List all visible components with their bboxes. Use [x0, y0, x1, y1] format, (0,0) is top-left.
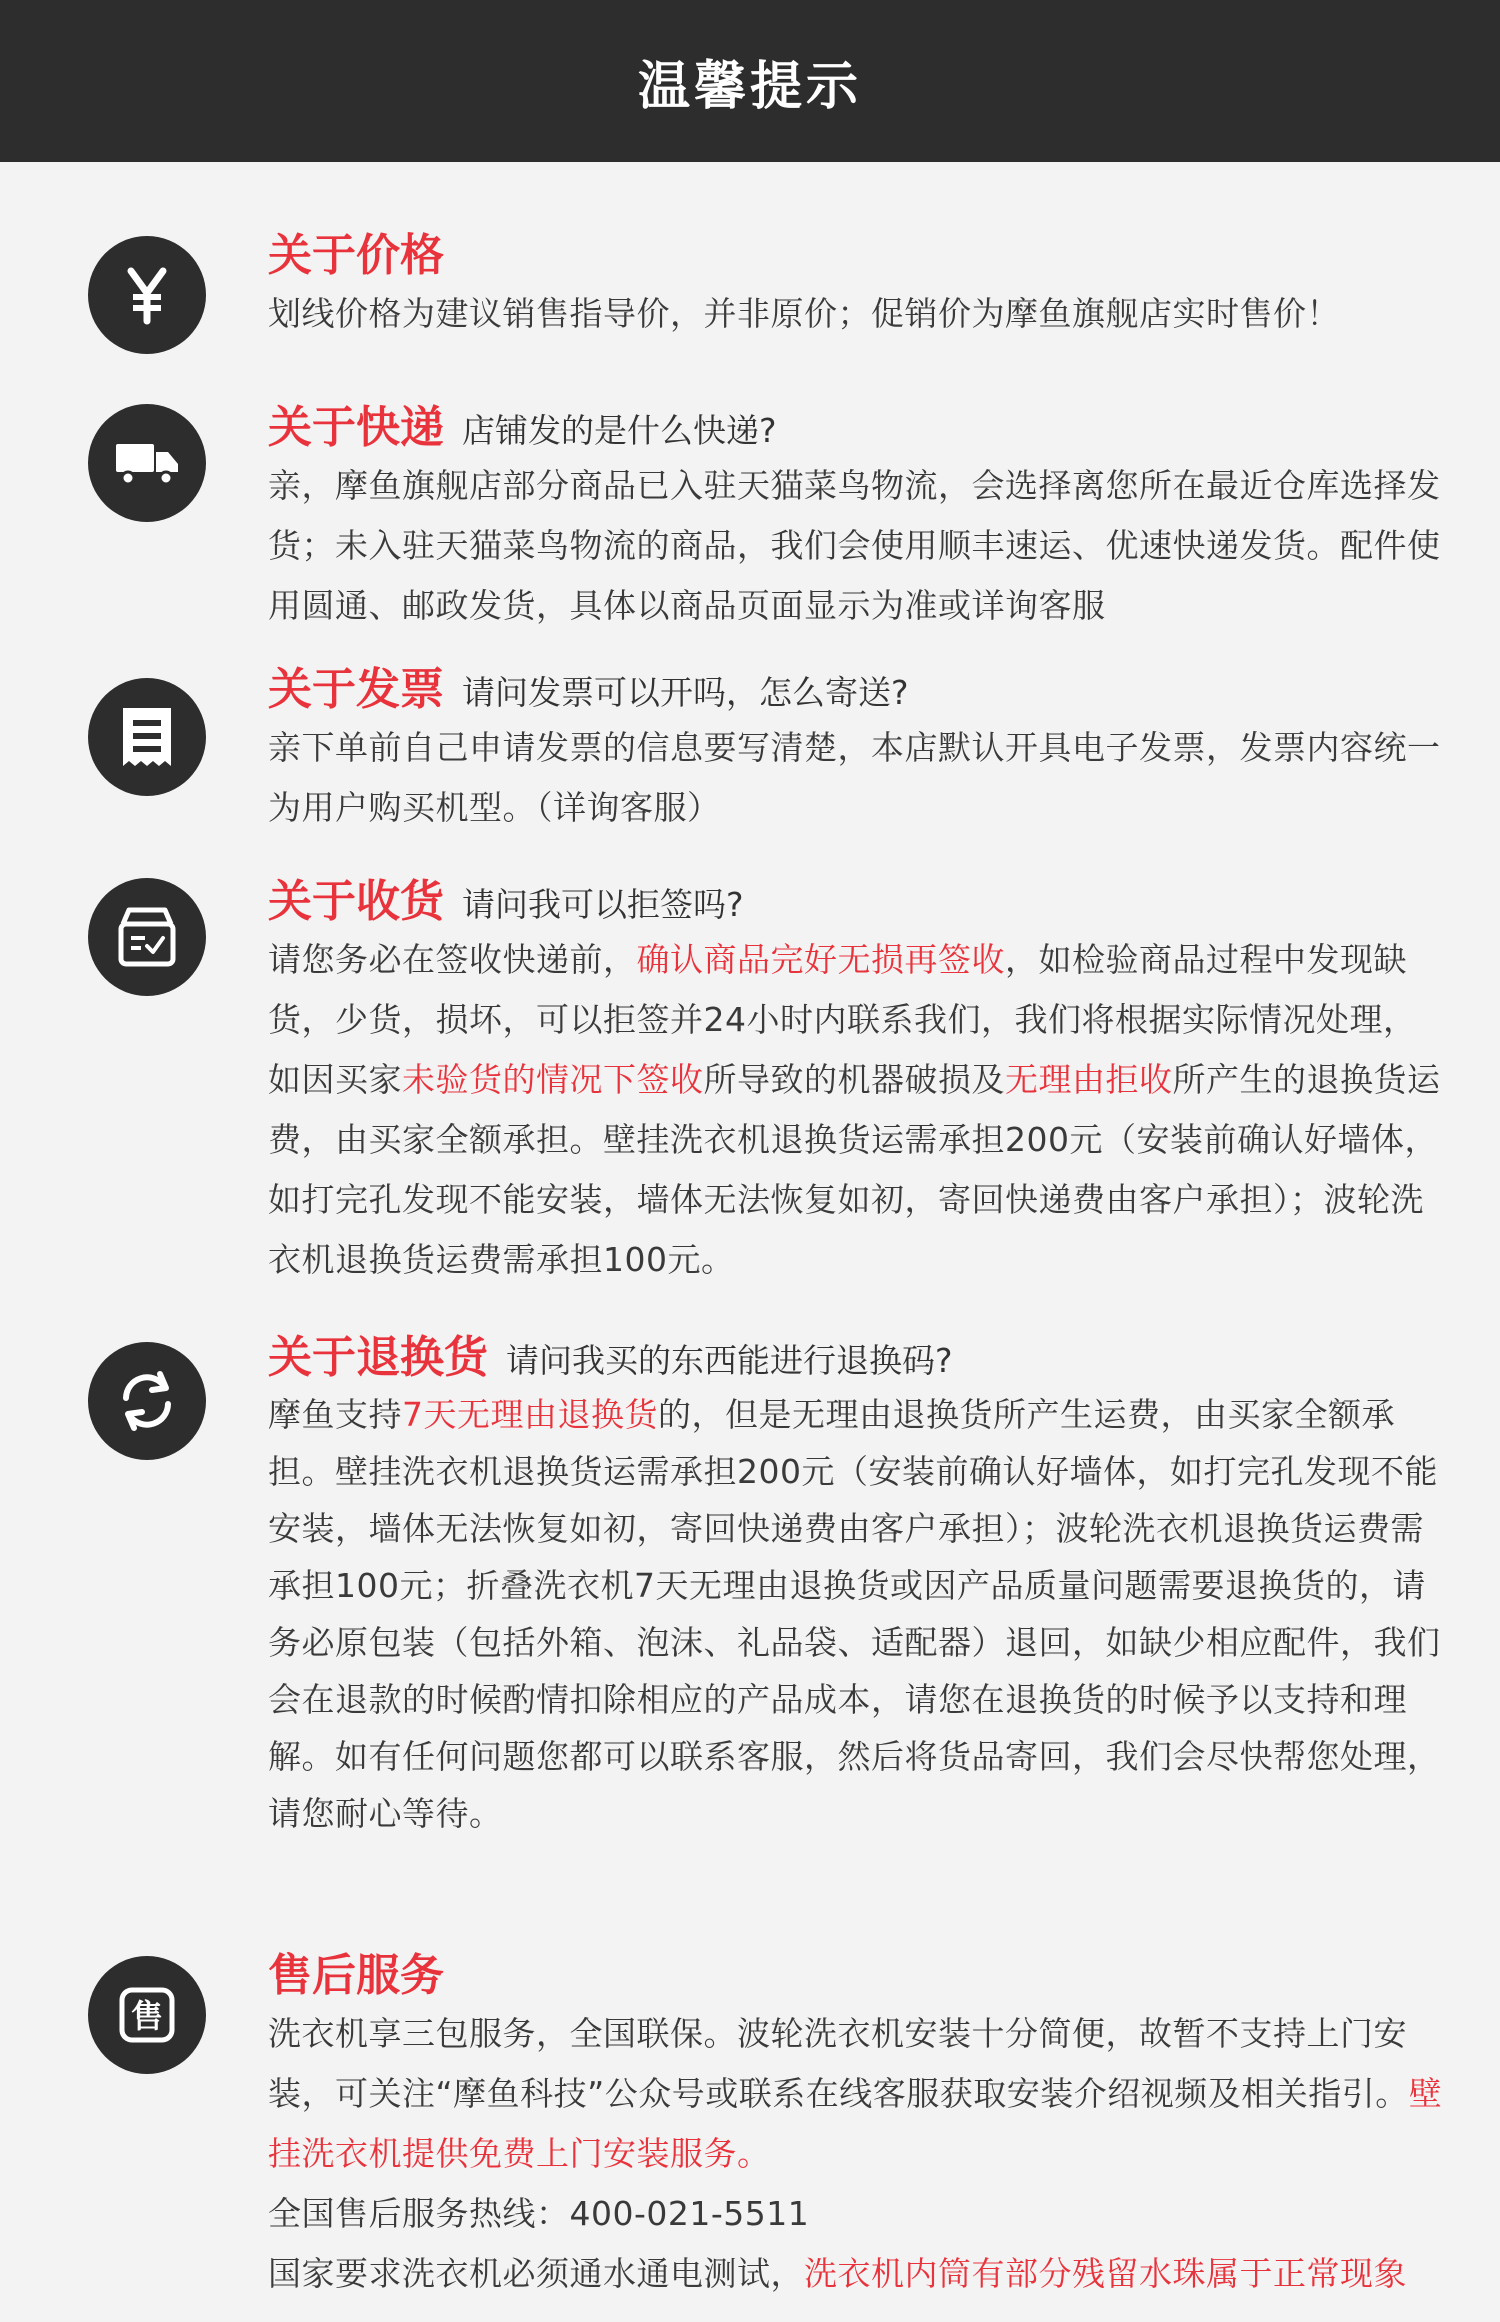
- section-question: 请问我买的东西能进行退换码?: [506, 1341, 953, 1380]
- body-text: 洗衣机享三包服务，全国联保。波轮洗衣机安装十分简便，故暂不支持上门安装，可关注“摩鱼科技”公众号或联系在线客服获取安装介绍视频及相关指引。: [268, 2014, 1409, 2113]
- section-content: [268, 654, 1448, 838]
- highlight-text: 确认商品完好无损再签收: [636, 940, 1005, 979]
- section-content: [268, 392, 1448, 636]
- section-body: [268, 1386, 1448, 1842]
- highlight-text: 洗衣机内筒有部分残留水珠属于正常现象: [804, 2254, 1407, 2293]
- section-title: 关于收货: [268, 876, 444, 927]
- section-body: [268, 284, 1448, 344]
- after-sales-icon: [88, 1956, 206, 2074]
- section-title: 关于价格: [268, 230, 444, 281]
- section-body: [268, 718, 1448, 838]
- section-body: [268, 930, 1448, 1290]
- section-content: [268, 1940, 1448, 2304]
- section-body: [268, 2004, 1448, 2304]
- body-text: 亲下单前自己申请发票的信息要写清楚，本店默认开具电子发票，发票内容统一为用户购买机型。（详询客服）: [268, 728, 1441, 827]
- highlight-text: 未验货的情况下签收: [402, 1060, 704, 1099]
- after-sales-glyph: 售: [130, 1997, 164, 2035]
- body-text: [268, 2004, 1448, 2184]
- truck-icon: [88, 404, 206, 522]
- body-text: [268, 2244, 1448, 2304]
- section-content: [268, 1322, 1448, 1842]
- section-title: 关于发票: [268, 664, 444, 715]
- section-content: [268, 220, 1448, 344]
- body-text: ，如检验商品过程中发现缺货，少货，损坏，可以拒签并24小时内联系我们，我们将根据实际情况处理，如因买家: [268, 940, 1417, 1099]
- section-title: 关于退换货: [268, 1332, 488, 1383]
- highlight-text: 无理由拒收: [1005, 1060, 1173, 1099]
- section-question: 请问发票可以开吗，怎么寄送?: [462, 673, 909, 712]
- section-question: 店铺发的是什么快递?: [462, 411, 777, 450]
- invoice-icon: [88, 678, 206, 796]
- body-text: 请您务必在签收快递前，: [268, 940, 637, 979]
- body-text: 亲，摩鱼旗舰店部分商品已入驻天猫菜鸟物流，会选择离您所在最近仓库选择发货；未入驻天猫菜鸟物流的商品，我们会使用顺丰速运、优速快递发货。配件使用圆通、邮政发货，具体以商品页面显示为准或详询客服: [268, 466, 1441, 625]
- body-text: 所导致的机器破损及: [703, 1060, 1005, 1099]
- yen-icon: [88, 236, 206, 354]
- body-text: [268, 1386, 1448, 1842]
- package-check-icon: [88, 878, 206, 996]
- highlight-text: 壁挂洗衣机提供免费上门安装服务。: [268, 2074, 1443, 2173]
- body-text: 国家要求洗衣机必须通水通电测试，: [268, 2254, 804, 2293]
- section-title: 售后服务: [268, 1950, 444, 2001]
- body-text: 摩鱼支持: [268, 1395, 402, 1434]
- section-content: [268, 866, 1448, 1290]
- refresh-icon: [88, 1342, 206, 1460]
- body-text: 划线价格为建议销售指导价，并非原价；促销价为摩鱼旗舰店实时售价！: [268, 294, 1340, 333]
- section-question: 请问我可以拒签吗?: [462, 885, 744, 924]
- header-bar: [0, 0, 1500, 162]
- section-title: 关于快递: [268, 402, 444, 453]
- highlight-text: 7天无理由退换货: [402, 1395, 658, 1434]
- section-body: [268, 456, 1448, 636]
- hotline-text: 全国售后服务热线：400-021-5511: [268, 2194, 810, 2233]
- page-title: 温馨提示: [637, 56, 862, 117]
- body-text: 的，但是无理由退换货所产生运费，由买家全额承担。壁挂洗衣机退换货运需承担200元（安装前确认好墙体，如打完孔发现不能安装，墙体无法恢复如初，寄回快递费由客户承担）；波轮洗衣机退换货运费需承担100元；折叠洗衣机7天无理由退换货或因产品质量问题需要退换货的，请务必原包装（包括外箱、泡沫、礼品袋、适配器）退回，如缺少相应配件，我们会在退款的时候酌情扣除相应的产品成本，请您在退换货的时候予以支持和理解。如有任何问题您都可以联系客服，然后将货品寄回，我们会尽快帮您处理，请您耐心等待。: [268, 1395, 1441, 1833]
- body-text: 所产生的退换货运费，由买家全额承担。壁挂洗衣机退换货运需承担200元（安装前确认好墙体，如打完孔发现不能安装，墙体无法恢复如初，寄回快递费由客户承担）；波轮洗衣机退换货运费需承担100元。: [268, 1060, 1441, 1279]
- body-text: [268, 930, 1448, 1290]
